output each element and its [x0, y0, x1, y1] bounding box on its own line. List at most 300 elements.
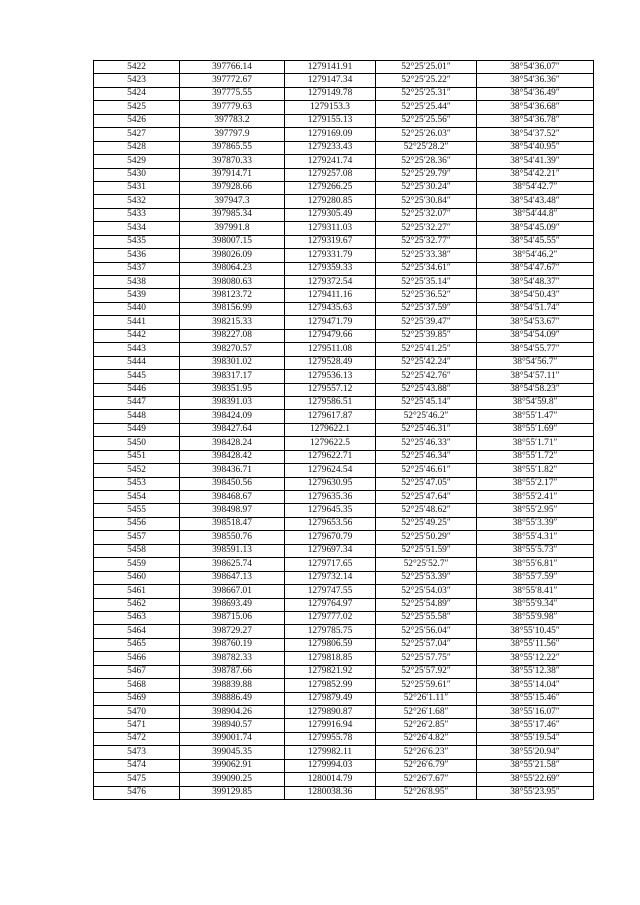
table-row — [94, 101, 594, 114]
latitude-cell: 52°25′52.7″ — [376, 558, 477, 571]
latitude-cell: 52°25′57.92″ — [376, 665, 477, 678]
y-coordinate-cell: 1279732.14 — [285, 571, 376, 584]
y-coordinate-cell: 1280014.79 — [285, 773, 376, 786]
latitude-cell: 52°25′42.76″ — [376, 370, 477, 383]
point-number-cell: 5472 — [94, 732, 180, 745]
point-number-cell: 5471 — [94, 719, 180, 732]
latitude-cell: 52°25′33.38″ — [376, 249, 477, 262]
x-coordinate-cell: 397865.55 — [180, 141, 285, 154]
table-row — [94, 302, 594, 315]
point-number-cell: 5460 — [94, 571, 180, 584]
y-coordinate-cell: 1279747.55 — [285, 585, 376, 598]
table-row — [94, 74, 594, 87]
longitude-cell: 38°55′1.71″ — [477, 437, 594, 450]
longitude-cell: 38°54′41.39″ — [477, 155, 594, 168]
longitude-cell: 38°54′58.23″ — [477, 383, 594, 396]
y-coordinate-cell: 1279617.87 — [285, 410, 376, 423]
y-coordinate-cell: 1279435.63 — [285, 302, 376, 315]
table-row — [94, 504, 594, 517]
x-coordinate-cell: 398715.06 — [180, 611, 285, 624]
point-number-cell: 5456 — [94, 517, 180, 530]
latitude-cell: 52°25′43.88″ — [376, 383, 477, 396]
longitude-cell: 38°55′12.22″ — [477, 652, 594, 665]
longitude-cell: 38°55′1.69″ — [477, 423, 594, 436]
latitude-cell: 52°25′45.14″ — [376, 396, 477, 409]
table-row — [94, 544, 594, 557]
point-number-cell: 5463 — [94, 611, 180, 624]
table-row — [94, 343, 594, 356]
y-coordinate-cell: 1279557.12 — [285, 383, 376, 396]
table-row — [94, 141, 594, 154]
x-coordinate-cell: 398782.33 — [180, 652, 285, 665]
y-coordinate-cell: 1279982.11 — [285, 746, 376, 759]
x-coordinate-cell: 398693.49 — [180, 598, 285, 611]
point-number-cell: 5459 — [94, 558, 180, 571]
table-row — [94, 168, 594, 181]
x-coordinate-cell: 398760.19 — [180, 638, 285, 651]
x-coordinate-cell: 399001.74 — [180, 732, 285, 745]
latitude-cell: 52°25′35.14″ — [376, 276, 477, 289]
y-coordinate-cell: 1279645.35 — [285, 504, 376, 517]
longitude-cell: 38°55′2.17″ — [477, 477, 594, 490]
longitude-cell: 38°55′20.94″ — [477, 746, 594, 759]
latitude-cell: 52°25′26.03″ — [376, 128, 477, 141]
x-coordinate-cell: 398351.95 — [180, 383, 285, 396]
y-coordinate-cell: 1279622.5 — [285, 437, 376, 450]
latitude-cell: 52°25′42.24″ — [376, 356, 477, 369]
table-row — [94, 410, 594, 423]
y-coordinate-cell: 1279622.1 — [285, 423, 376, 436]
longitude-cell: 38°55′6.81″ — [477, 558, 594, 571]
y-coordinate-cell: 1279241.74 — [285, 155, 376, 168]
table-row — [94, 262, 594, 275]
x-coordinate-cell: 398424.09 — [180, 410, 285, 423]
table-row — [94, 585, 594, 598]
point-number-cell: 5454 — [94, 491, 180, 504]
y-coordinate-cell: 1279372.54 — [285, 276, 376, 289]
y-coordinate-cell: 1279994.03 — [285, 759, 376, 772]
latitude-cell: 52°26′4.82″ — [376, 732, 477, 745]
longitude-cell: 38°54′53.67″ — [477, 316, 594, 329]
x-coordinate-cell: 398904.26 — [180, 706, 285, 719]
coordinates-table — [93, 60, 594, 800]
x-coordinate-cell: 398729.27 — [180, 625, 285, 638]
x-coordinate-cell: 397772.67 — [180, 74, 285, 87]
latitude-cell: 52°25′30.84″ — [376, 195, 477, 208]
latitude-cell: 52°26′6.79″ — [376, 759, 477, 772]
longitude-cell: 38°55′12.38″ — [477, 665, 594, 678]
y-coordinate-cell: 1279622.71 — [285, 450, 376, 463]
x-coordinate-cell: 399090.25 — [180, 773, 285, 786]
y-coordinate-cell: 1279233.43 — [285, 141, 376, 154]
longitude-cell: 38°54′51.74″ — [477, 302, 594, 315]
table-row — [94, 370, 594, 383]
table-row — [94, 611, 594, 624]
point-number-cell: 5475 — [94, 773, 180, 786]
x-coordinate-cell: 398026.09 — [180, 249, 285, 262]
x-coordinate-cell: 398518.47 — [180, 517, 285, 530]
latitude-cell: 52°25′57.04″ — [376, 638, 477, 651]
x-coordinate-cell: 397766.14 — [180, 61, 285, 74]
table-row — [94, 235, 594, 248]
table-row — [94, 746, 594, 759]
y-coordinate-cell: 1279331.79 — [285, 249, 376, 262]
table-row — [94, 477, 594, 490]
table-row — [94, 638, 594, 651]
latitude-cell: 52°25′46.33″ — [376, 437, 477, 450]
table-row — [94, 222, 594, 235]
longitude-cell: 38°54′48.37″ — [477, 276, 594, 289]
latitude-cell: 52°25′32.77″ — [376, 235, 477, 248]
longitude-cell: 38°55′8.41″ — [477, 585, 594, 598]
y-coordinate-cell: 1279955.78 — [285, 732, 376, 745]
y-coordinate-cell: 1279852.99 — [285, 679, 376, 692]
latitude-cell: 52°25′30.24″ — [376, 181, 477, 194]
latitude-cell: 52°25′54.03″ — [376, 585, 477, 598]
table-row — [94, 759, 594, 772]
x-coordinate-cell: 398080.63 — [180, 276, 285, 289]
table-row — [94, 208, 594, 221]
table-row — [94, 356, 594, 369]
longitude-cell: 38°55′1.72″ — [477, 450, 594, 463]
y-coordinate-cell: 1279890.87 — [285, 706, 376, 719]
point-number-cell: 5431 — [94, 181, 180, 194]
point-number-cell: 5469 — [94, 692, 180, 705]
longitude-cell: 38°54′42.21″ — [477, 168, 594, 181]
y-coordinate-cell: 1279806.59 — [285, 638, 376, 651]
y-coordinate-cell: 1279319.67 — [285, 235, 376, 248]
x-coordinate-cell: 397985.34 — [180, 208, 285, 221]
table-row — [94, 692, 594, 705]
longitude-cell: 38°54′36.78″ — [477, 114, 594, 127]
point-number-cell: 5447 — [94, 396, 180, 409]
x-coordinate-cell: 398427.64 — [180, 423, 285, 436]
point-number-cell: 5468 — [94, 679, 180, 692]
longitude-cell: 38°54′55.77″ — [477, 343, 594, 356]
x-coordinate-cell: 398317.17 — [180, 370, 285, 383]
longitude-cell: 38°54′42.7″ — [477, 181, 594, 194]
longitude-cell: 38°54′40.95″ — [477, 141, 594, 154]
x-coordinate-cell: 398270.57 — [180, 343, 285, 356]
table-row — [94, 706, 594, 719]
point-number-cell: 5427 — [94, 128, 180, 141]
longitude-cell: 38°54′59.8″ — [477, 396, 594, 409]
y-coordinate-cell: 1279670.79 — [285, 531, 376, 544]
y-coordinate-cell: 1279359.33 — [285, 262, 376, 275]
longitude-cell: 38°54′47.67″ — [477, 262, 594, 275]
point-number-cell: 5423 — [94, 74, 180, 87]
point-number-cell: 5434 — [94, 222, 180, 235]
y-coordinate-cell: 1279630.95 — [285, 477, 376, 490]
coordinates-table-body — [94, 61, 594, 800]
latitude-cell: 52°25′50.29″ — [376, 531, 477, 544]
latitude-cell: 52°25′47.05″ — [376, 477, 477, 490]
y-coordinate-cell: 1279653.56 — [285, 517, 376, 530]
latitude-cell: 52°25′34.61″ — [376, 262, 477, 275]
table-row — [94, 195, 594, 208]
table-row — [94, 289, 594, 302]
y-coordinate-cell: 1279155.13 — [285, 114, 376, 127]
longitude-cell: 38°55′5.73″ — [477, 544, 594, 557]
longitude-cell: 38°55′9.34″ — [477, 598, 594, 611]
table-row — [94, 114, 594, 127]
table-row — [94, 383, 594, 396]
longitude-cell: 38°55′11.56″ — [477, 638, 594, 651]
x-coordinate-cell: 398428.42 — [180, 450, 285, 463]
point-number-cell: 5452 — [94, 464, 180, 477]
point-number-cell: 5451 — [94, 450, 180, 463]
latitude-cell: 52°26′1.68″ — [376, 706, 477, 719]
longitude-cell: 38°54′36.07″ — [477, 61, 594, 74]
y-coordinate-cell: 1279536.13 — [285, 370, 376, 383]
point-number-cell: 5424 — [94, 87, 180, 100]
point-number-cell: 5437 — [94, 262, 180, 275]
longitude-cell: 38°54′56.7″ — [477, 356, 594, 369]
y-coordinate-cell: 1279717.65 — [285, 558, 376, 571]
point-number-cell: 5462 — [94, 598, 180, 611]
latitude-cell: 52°25′46.2″ — [376, 410, 477, 423]
point-number-cell: 5448 — [94, 410, 180, 423]
point-number-cell: 5442 — [94, 329, 180, 342]
latitude-cell: 52°25′51.59″ — [376, 544, 477, 557]
y-coordinate-cell: 1279280.85 — [285, 195, 376, 208]
point-number-cell: 5440 — [94, 302, 180, 315]
table-row — [94, 249, 594, 262]
point-number-cell: 5432 — [94, 195, 180, 208]
point-number-cell: 5473 — [94, 746, 180, 759]
longitude-cell: 38°55′16.07″ — [477, 706, 594, 719]
longitude-cell: 38°55′17.46″ — [477, 719, 594, 732]
point-number-cell: 5453 — [94, 477, 180, 490]
y-coordinate-cell: 1279471.79 — [285, 316, 376, 329]
table-row — [94, 329, 594, 342]
latitude-cell: 52°26′1.11″ — [376, 692, 477, 705]
y-coordinate-cell: 1279479.66 — [285, 329, 376, 342]
point-number-cell: 5466 — [94, 652, 180, 665]
latitude-cell: 52°25′56.04″ — [376, 625, 477, 638]
x-coordinate-cell: 398215.33 — [180, 316, 285, 329]
x-coordinate-cell: 398064.23 — [180, 262, 285, 275]
longitude-cell: 38°54′36.36″ — [477, 74, 594, 87]
latitude-cell: 52°25′46.31″ — [376, 423, 477, 436]
table-row — [94, 423, 594, 436]
table-row — [94, 571, 594, 584]
longitude-cell: 38°55′21.58″ — [477, 759, 594, 772]
y-coordinate-cell: 1279153.3 — [285, 101, 376, 114]
x-coordinate-cell: 398886.49 — [180, 692, 285, 705]
y-coordinate-cell: 1279624.54 — [285, 464, 376, 477]
table-row — [94, 155, 594, 168]
latitude-cell: 52°25′39.85″ — [376, 329, 477, 342]
point-number-cell: 5450 — [94, 437, 180, 450]
y-coordinate-cell: 1279257.08 — [285, 168, 376, 181]
longitude-cell: 38°55′7.59″ — [477, 571, 594, 584]
latitude-cell: 52°25′37.59″ — [376, 302, 477, 315]
table-row — [94, 773, 594, 786]
point-number-cell: 5439 — [94, 289, 180, 302]
y-coordinate-cell: 1279141.91 — [285, 61, 376, 74]
table-row — [94, 450, 594, 463]
latitude-cell: 52°26′7.67″ — [376, 773, 477, 786]
latitude-cell: 52°25′25.01″ — [376, 61, 477, 74]
x-coordinate-cell: 398647.13 — [180, 571, 285, 584]
y-coordinate-cell: 1279147.34 — [285, 74, 376, 87]
point-number-cell: 5425 — [94, 101, 180, 114]
latitude-cell: 52°25′28.2″ — [376, 141, 477, 154]
x-coordinate-cell: 398436.71 — [180, 464, 285, 477]
y-coordinate-cell: 1279777.02 — [285, 611, 376, 624]
point-number-cell: 5476 — [94, 786, 180, 799]
table-row — [94, 625, 594, 638]
x-coordinate-cell: 398007.15 — [180, 235, 285, 248]
point-number-cell: 5457 — [94, 531, 180, 544]
x-coordinate-cell: 398550.76 — [180, 531, 285, 544]
x-coordinate-cell: 397779.63 — [180, 101, 285, 114]
x-coordinate-cell: 398591.13 — [180, 544, 285, 557]
x-coordinate-cell: 398468.67 — [180, 491, 285, 504]
x-coordinate-cell: 398123.72 — [180, 289, 285, 302]
latitude-cell: 52°25′25.44″ — [376, 101, 477, 114]
longitude-cell: 38°55′1.47″ — [477, 410, 594, 423]
table-row — [94, 87, 594, 100]
latitude-cell: 52°25′41.25″ — [376, 343, 477, 356]
x-coordinate-cell: 398301.02 — [180, 356, 285, 369]
latitude-cell: 52°25′48.62″ — [376, 504, 477, 517]
x-coordinate-cell: 398940.57 — [180, 719, 285, 732]
x-coordinate-cell: 397947.3 — [180, 195, 285, 208]
x-coordinate-cell: 397775.55 — [180, 87, 285, 100]
y-coordinate-cell: 1279764.97 — [285, 598, 376, 611]
x-coordinate-cell: 398227.08 — [180, 329, 285, 342]
longitude-cell: 38°55′2.95″ — [477, 504, 594, 517]
point-number-cell: 5426 — [94, 114, 180, 127]
table-row — [94, 786, 594, 799]
y-coordinate-cell: 1280038.36 — [285, 786, 376, 799]
point-number-cell: 5445 — [94, 370, 180, 383]
y-coordinate-cell: 1279149.78 — [285, 87, 376, 100]
longitude-cell: 38°54′50.43″ — [477, 289, 594, 302]
longitude-cell: 38°54′45.09″ — [477, 222, 594, 235]
x-coordinate-cell: 398667.01 — [180, 585, 285, 598]
longitude-cell: 38°54′45.55″ — [477, 235, 594, 248]
table-row — [94, 181, 594, 194]
x-coordinate-cell: 399045.35 — [180, 746, 285, 759]
x-coordinate-cell: 398787.66 — [180, 665, 285, 678]
latitude-cell: 52°25′59.61″ — [376, 679, 477, 692]
latitude-cell: 52°26′2.85″ — [376, 719, 477, 732]
y-coordinate-cell: 1279879.49 — [285, 692, 376, 705]
longitude-cell: 38°54′37.52″ — [477, 128, 594, 141]
point-number-cell: 5461 — [94, 585, 180, 598]
point-number-cell: 5430 — [94, 168, 180, 181]
longitude-cell: 38°54′54.09″ — [477, 329, 594, 342]
latitude-cell: 52°26′6.23″ — [376, 746, 477, 759]
point-number-cell: 5441 — [94, 316, 180, 329]
latitude-cell: 52°25′32.27″ — [376, 222, 477, 235]
latitude-cell: 52°25′55.58″ — [376, 611, 477, 624]
longitude-cell: 38°55′19.54″ — [477, 732, 594, 745]
x-coordinate-cell: 398391.03 — [180, 396, 285, 409]
point-number-cell: 5422 — [94, 61, 180, 74]
longitude-cell: 38°55′4.31″ — [477, 531, 594, 544]
x-coordinate-cell: 397928.66 — [180, 181, 285, 194]
point-number-cell: 5429 — [94, 155, 180, 168]
longitude-cell: 38°54′36.68″ — [477, 101, 594, 114]
table-row — [94, 128, 594, 141]
latitude-cell: 52°25′25.31″ — [376, 87, 477, 100]
y-coordinate-cell: 1279411.16 — [285, 289, 376, 302]
y-coordinate-cell: 1279528.49 — [285, 356, 376, 369]
x-coordinate-cell: 398839.88 — [180, 679, 285, 692]
latitude-cell: 52°25′29.79″ — [376, 168, 477, 181]
table-row — [94, 665, 594, 678]
y-coordinate-cell: 1279305.49 — [285, 208, 376, 221]
table-row — [94, 396, 594, 409]
longitude-cell: 38°54′57.11″ — [477, 370, 594, 383]
y-coordinate-cell: 1279818.85 — [285, 652, 376, 665]
latitude-cell: 52°25′25.22″ — [376, 74, 477, 87]
point-number-cell: 5464 — [94, 625, 180, 638]
latitude-cell: 52°26′8.95″ — [376, 786, 477, 799]
y-coordinate-cell: 1279697.34 — [285, 544, 376, 557]
point-number-cell: 5467 — [94, 665, 180, 678]
table-row — [94, 517, 594, 530]
point-number-cell: 5435 — [94, 235, 180, 248]
table-row — [94, 437, 594, 450]
latitude-cell: 52°25′57.75″ — [376, 652, 477, 665]
x-coordinate-cell: 397797.9 — [180, 128, 285, 141]
point-number-cell: 5428 — [94, 141, 180, 154]
point-number-cell: 5444 — [94, 356, 180, 369]
latitude-cell: 52°25′46.34″ — [376, 450, 477, 463]
y-coordinate-cell: 1279916.94 — [285, 719, 376, 732]
latitude-cell: 52°25′36.52″ — [376, 289, 477, 302]
y-coordinate-cell: 1279266.25 — [285, 181, 376, 194]
latitude-cell: 52°25′28.36″ — [376, 155, 477, 168]
x-coordinate-cell: 397991.8 — [180, 222, 285, 235]
y-coordinate-cell: 1279311.03 — [285, 222, 376, 235]
x-coordinate-cell: 397914.71 — [180, 168, 285, 181]
table-row — [94, 719, 594, 732]
longitude-cell: 38°54′43.48″ — [477, 195, 594, 208]
longitude-cell: 38°55′22.69″ — [477, 773, 594, 786]
table-row — [94, 652, 594, 665]
table-row — [94, 679, 594, 692]
table-row — [94, 598, 594, 611]
x-coordinate-cell: 397870.33 — [180, 155, 285, 168]
latitude-cell: 52°25′39.47″ — [376, 316, 477, 329]
point-number-cell: 5470 — [94, 706, 180, 719]
point-number-cell: 5446 — [94, 383, 180, 396]
table-row — [94, 61, 594, 74]
longitude-cell: 38°55′1.82″ — [477, 464, 594, 477]
point-number-cell: 5458 — [94, 544, 180, 557]
y-coordinate-cell: 1279586.51 — [285, 396, 376, 409]
point-number-cell: 5455 — [94, 504, 180, 517]
x-coordinate-cell: 398450.56 — [180, 477, 285, 490]
latitude-cell: 52°25′49.25″ — [376, 517, 477, 530]
x-coordinate-cell: 397783.2 — [180, 114, 285, 127]
latitude-cell: 52°25′32.07″ — [376, 208, 477, 221]
y-coordinate-cell: 1279785.75 — [285, 625, 376, 638]
table-row — [94, 491, 594, 504]
point-number-cell: 5433 — [94, 208, 180, 221]
y-coordinate-cell: 1279635.36 — [285, 491, 376, 504]
longitude-cell: 38°55′10.45″ — [477, 625, 594, 638]
point-number-cell: 5436 — [94, 249, 180, 262]
longitude-cell: 38°55′2.41″ — [477, 491, 594, 504]
point-number-cell: 5465 — [94, 638, 180, 651]
